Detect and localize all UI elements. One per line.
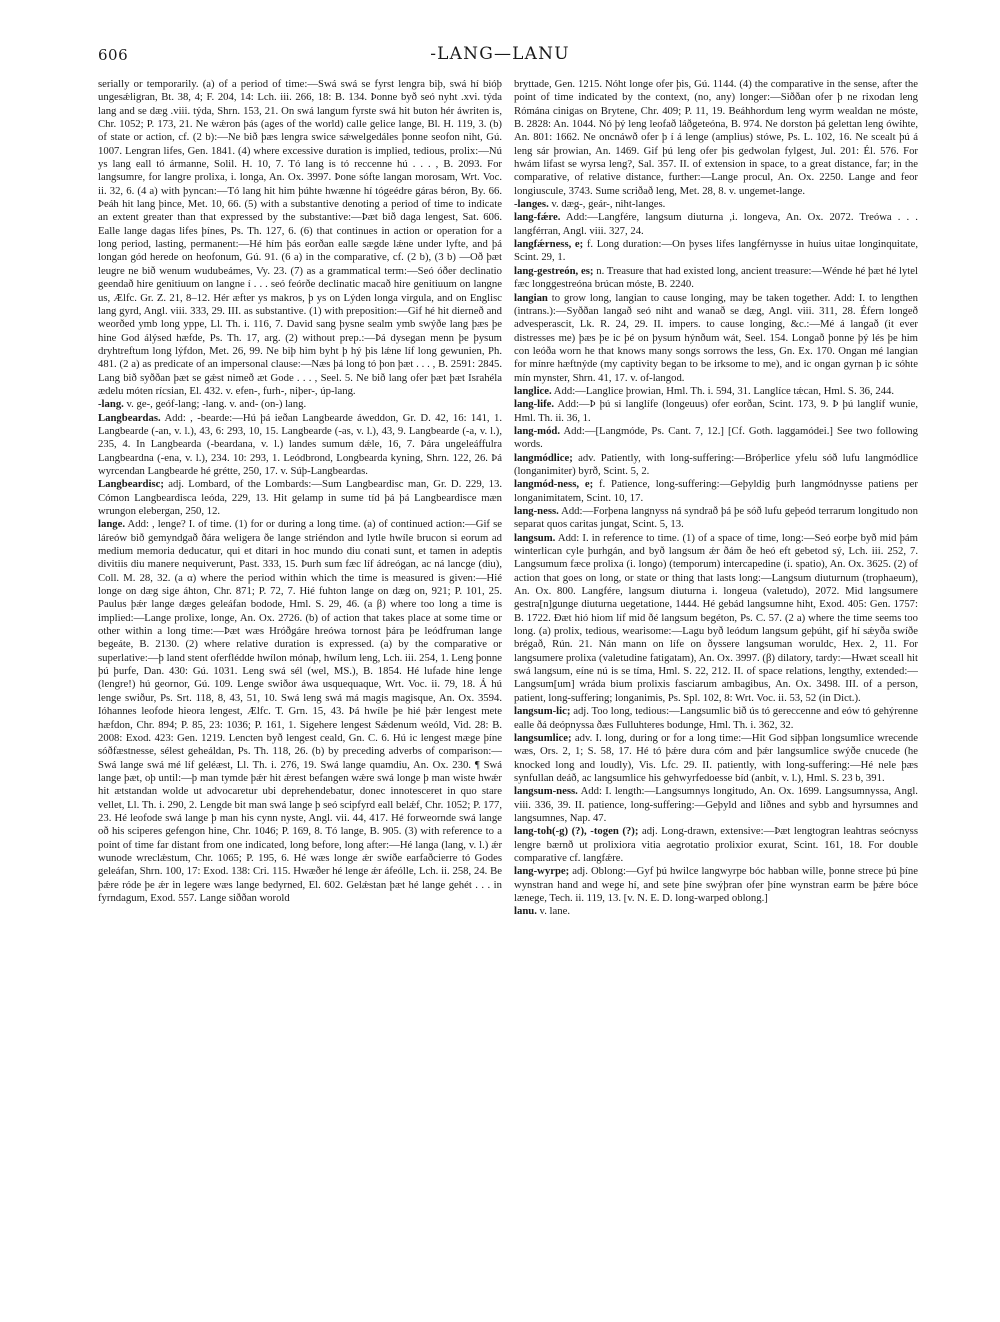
entry-text: f. Long duration:—On þyses lifes langférnysse in huius uitae longinquitate, Scint. 29, 1. — [514, 238, 918, 264]
entry-headword: -langes. — [514, 198, 549, 211]
entry-text: Add: I. length:—Langsumnys longitudo, An. Ox. 1699. Langsumnyssa, Angl. viii. 336, 39. II. patience, long-suffering:—Geþyld and líðnes and sybb and hyrsumnes and langsumnes, Nap. 47. — [514, 785, 918, 824]
entry-text: v. dæg-, geár-, niht-langes. — [551, 198, 666, 211]
entry-text: f. Patience, long-suffering:—Geþyldig þurh langmódnysse patiens per longanimitatem, Scint. 10, 17. — [514, 478, 918, 504]
entry-headword: langsum-ness. — [514, 785, 578, 798]
entry-headword: lang-toh(-g) (?), -togen (?); — [514, 825, 639, 838]
entry-headword: lang-gestreón, es; — [514, 264, 594, 277]
entry-headword: langsum-lic; — [514, 705, 571, 718]
entry-text: adv. I. long, during or for a long time:—Hit God siþþan longsumlice wrecende wæs, Ors. 2, 1; S. 58, 17. Hé tó þǽre dura cóm and þǽr langsumlice swýðe cnucede (he knocked long and loudly), Vis. Lfc. 29. II. patiently, with long-suffering:—Hé nele þæs synfullan deáð, ac langsumlice his gehwyrfedoesse bíd (anbít, v. l.), Hml. S. 23 b, 391. — [514, 731, 919, 784]
dictionary-entry — [98, 412, 502, 479]
entry-headword: Langbeardisc; — [98, 478, 164, 491]
dictionary-entry — [514, 238, 918, 265]
entry-headword: lanu. — [514, 905, 537, 918]
entry-text: bryttade, Gen. 1215. Nóht longe ofer þis, Gú. 1144. (4) the comparative in the sense, after the point of time indicated by the context, (no, any) longer:—Siððan ofer þ ne rixodan leng Rómána cinigas on Brytene, Chr. 409; P. 11, 19. Beáhhordum leng wyrm wealdan ne móste, B. 2828: An. 1044. Nó þý leng leofað láðgeteóna, B. 974. Ne dorston þá gelettan leng ówihte, An. 801: 1662. Ne oncnáwð ofer þ í á lenge (amplius) stówe, Ps. L. 102, 16. Ne scealt þú á leng sár þrowian, An. 1469. Gif þú leng ofer þis gedwolan fylgest, Jul. 201: Él. 576. For hwám lifast se wyrsa leng?, Sal. 357. II. of extension in space, to a great distance, far; in the comparative, of relative distance, further:—Lange procul, An. Ox. 2250. Lange and feor longiuscule, 3743. Sume scriðað leng, Met. 28, 8. v. ungemet-lange. — [514, 78, 918, 197]
dictionary-entry — [514, 78, 918, 198]
entry-text: Add:—Þ þú si langlífe (longeuus) ofer eorðan, Scint. 173, 9. Þ þú langlíf wunie, Hml. Th. ii. 36, 1. — [514, 398, 918, 424]
entry-headword: lang-fǽre. — [514, 211, 561, 224]
entry-headword: langmódlice; — [514, 451, 573, 464]
dictionary-entry — [514, 825, 918, 865]
dictionary-entry — [514, 385, 918, 398]
dictionary-entry — [514, 505, 918, 532]
dictionary-entry — [98, 478, 502, 518]
entry-text: v. ge-, geóf-lang; -lang. v. and- (on-) lang. — [126, 398, 307, 411]
entry-headword: langfǽrness, e; — [514, 238, 584, 251]
entry-headword: lange. — [98, 518, 126, 531]
entry-headword: -lang. — [98, 398, 124, 411]
running-title: -LANG—LANU — [430, 44, 570, 64]
dictionary-entry — [514, 732, 918, 785]
entry-text: adj. Too long, tedious:—Langsumlic bið ús tó gereccenne and eów tó gehýrenne ealle ðá deópnyssa ðæs Fulluhteres bodunge, Hml. Th. i. 362, 32. — [514, 705, 919, 731]
entry-text: serially or temporarily. (a) of a period of time:—Swá swá se fyrst lengra biþ, swá hí bióþ ungesǽligran, Bt. 38, 4; F. 204, 14: Lch. iii. 266, 18: B. 134. Þonne byð seó nyht .xvi. týda lang and se dæg .viii. týda, Shrn. 153, 21. On swá langum fyrste swá hit buton hér áwriten is, Chr. 1052; P. 173, 21. Ne wǽron þás (ages of the world) calle gelice lange, Bl. H. 119, 3. (b) of state or action, cf. (2 b):—Ne bið þæs lengra swice sǽwelgedáles þonne seofon niht, Gú. 1007. Lengran lifes, Gen. 1841. (4) where excessive duration is implied, tedious, prolix:—Nú ys lang eall tó ármanne, Solil. H. 10, 7. Tó lang is tó reccenne hú . . . , B. 2093. For langsumre, for langre prolixa, i. longa, An. Ox. 3997. Þone sófte langan morosam, Wrt. Voc. ii. 32, 6. (4 a) with þyncan:—Tó lang hit him þúhte hwænne hí tógeédre gáras béron, By. 66. Þeáh hit lang þince, Met. 10, 66. (5) with a substantive denoting a period of time to indicate an extent greater than that expressed by the substantive:—Þæt bið daga lengest, Sat. 606. Ealle lange dagas lifes þínes, Ps. Th. 127, 6. (6) that continues in action or operation for a long period, lasting, permanent:—Hé hím þás eorðan ealle sægde lǽne under lyfte, and þá longan gód herede on heofonum, Gú. 91. (6 a) in the comparative, cf. (2 b), (3 b) —Oð þæt leugre ne bið wenum wudubeámes, Vy. 23. (7) as a grammatical term:—Seó óðer declinatio geendað hire genitiuum on langne í . . . seó feórðe declinatic macað hire genitiuum on langne us, Ælfc. Gr. Z. 21, 8–12. Hér æfter ys makros, þ ys on Lýden longa virgula, and on Englisc lang gyrd, Angl. viii. 333, 29. III. as substantive. (1) with preposition:—Gif hé hit dierneð and weorðed ymb long yppe, Ll. Th. i. 116, 7. David sang þysne sealm ymb swýðe lang þæs þe hine God álýsed hæfde, Ps. Th. 17, arg. (2) without prep.:—Þá dysegan menn þe þysum dryhtreftum long lýfdon, Met. 26, 99. Ne biþ him byht þ hý þis lǽne líf long gewunien, Ph. 481. (2 a) as predicate of an impersonal clause:—Næs þá long tó þon þæt . . . , B. 2591: 2845. Lang bið syððan þæt se gǽst nimeð æt Gode . . . , Seel. 5. Ne bið lang ofer þæt þæt Israhéla ædelu móten rícsian, El. 432. v. efen-, furh-, niþer-, úp-lang. — [98, 78, 502, 397]
dictionary-entry — [514, 452, 918, 479]
entry-text: Add: I. in reference to time. (1) of a space of time, long:—Seó eorþe byð mid þám winterlican cyle þurhgán, and byð langsum ǽr ðám ðe heó eft gebetod sý, Lch. iii. 252, 7. Langsumum fæce prolixa (i. longo) (temporum) intercapedine (i. spatio), An. Ox. 3625. (2) of action that goes on long, or state or thing that lasts long:—Langsum diuturnum (trophaeum), An. Ox. 800. Langfére, langsum diuturna i. longeua (valetudo), 2072. Mid langsumere gestra[n]gunge diuturna uegetatione, 1444. Hé gebád langsumne hiht, Exod. 405: Gen. 1757: B. 1722. Ðæt hió hiom líf mid ðé langsum begéton, Ps. C. 57. (2 a) where the time seems too long. (a) prolix, tedious, wearisome:—Lagu byð leódum langsum geþúht, gif hí sǽyða swíðe brégað, Rún. 21. Nán mann on lífe on ðyssere langsuman woruldc, Hex. 2, 11. For langsumere prolixa (valetudine fatigatam), An. Ox. 3997. (β) dilatory, tardy:—Hwæt sceall hit swá langsum, eíne nú is se tíma, Hml. S. 22, 212. II. of space relations, lengthy, extended:—Langsum[um] wráda bium prolixis fasciarum ambagibus, An. Ox. 3498. III. of a person, patient, long-suffering; longanimis, Ps. Spl. 102, 8: Wrt. Voc. ii. 53, 52 (in Dict.). — [514, 531, 918, 704]
dictionary-entry — [98, 398, 502, 411]
entry-text: to grow long, langian to cause longing, may be taken together. Add: I. to lengthen (intrans.):—Syððan langað seó niht and wanað se dæg, Angl. viii. 311, 28. Éfern longeð advesperascit, Lk. R. 24, 29. II. impers. to cause longing, &c.:—Mé á langað (it ever distresses me) þæs þe ic þé on þysum hýnðum wát, Seel. 154. Longað þonne þý lés þe him con leóða worn he that knows many songs sorrows the less, Gn. Ex. 170. Ongan mé langian for mínre hæftnýde (my captivity began to be irksome to me), and ic ongan gyrnan þ ic sóhte mín mynster, Shrn. 41, 17. v. of-langod. — [514, 291, 918, 384]
dictionary-entry — [98, 78, 502, 398]
left-column — [98, 78, 502, 905]
entry-text: Add: , lenge? I. of time. (1) for or during a long time. (a) of continued action:—Gif se láreów bið gemyndgað ðára weligera ðe lange striéndon and lytle hwíle brucon si eorum ad medium memoria deducatur, qui et ditari in hoc mundo diu conati sunt, et tamen in adeptis divitiis diu manere nequiverunt, Past. 333, 15. Þurh sum fæc líf ádreógan, ac ná lancge (diu), Coll. M. 28, 32. (a α) where the period within which the time is measured is given:—Hié longe on dæg sige áhton, Chr. 871; P. 72, 7. Hié fuhton lange on dæg on, 921; P. 101, 25. Paulus þǽr lange dæges geleáfan bodode, Hml. S. 29, 46. (a β) where too long a time is implied:—Lange prolixe, longe, An. Ox. 2726. (b) of action that takes place at some time or other within a long time:—Þæt wæs Hróðgáre hreówa tornost þára þe leódfruman lange begeáte, B. 2130. (2) where relative duration is expressed. (a) by the comparative or superlative:—þ land stent oferflédde hwílon mónaþ, hwílum leng, Lch. iii. 254, 1. Leng þonne þú þurfe, Dan. 430: Gú. 1031. Leng swá sél (wel, MS.), B. 1854. Hé lufade hine lenge (lengre!) hú geornor, Gú. 109. Lenge swiðor áwa usquequaque, Wrt. Voc. ii. 79, 18. Á hú lenge swiður, Ps. Srt. 118, 8, 43, 51, 10. Swá leng swá má magis magisque, An. Ox. 3594. Ióhannes leofode hieora lengest, Ælfc. T. Grn. 15, 43. Þá hwíle þe hié þǽr lengest mete hæfdon, Chr. 894; P. 85, 23: 1036; P. 161, 1. Sigehere lengest Sǽdenum weóld, Vid. 28: B. 2008: Exod. 423: Gen. 1219. Lencten byð lengest ceald, Gn. C. 6. Hú ic lengest mæge þíne sóðfæstnesse, sélest geheáldan, Ps. Th. 118, 26. (b) by preceding adverbs of comparison:—Swá lange swá mé líf geléæst, Ll. Th. i. 276, 19. Swá lange quamdiu, An. Ox. 230. ¶ Swá lange þæt, oþ until:—þ man tymde þǽr hit ǽrest befangen wǽre swá longe þ man wiste hwǽr hit ætstandan wolde ut advocaretur ubi deprehendebatur, donec innotesceret in quo stare vellet, Ll. Th. i. 290, 2. Lengde bit man swá lange þ seó scipfyrd eall belǽf, Chr. 1052; P. 177, 23. Hé leofode swá lange þ man his cynn nyste, Angl. vii. 44, 417. Hé forweornde swá lange oð his sciperes gefengon hine, Chr. 1046; P. 169, 8. Tó lange, B. 905. (3) with reference to a point of time far distant from one indicated, long before, long after:—Hé langa (lang, v. l.) ǽr wunode wreclǽstum, Chr. 1065; P. 195, 6. Hé wæs longe ǽr swíðe earfaðcierre tó Godes geleáfan, Shrn. 100, 17: Exod. 138: Cri. 115. Hwæðer hé lenge ǽr áfeólle, Lch. ii. 258, 24. Be þǽre róde þe ǽr in legere wæs lange bedyrned, El. 602. Gelǽstan þæt hé lange gehét . . . in fyrndagum, Exod. 557. Lange siððan worold — [98, 518, 502, 904]
dictionary-entry — [514, 292, 918, 385]
dictionary-entry — [514, 705, 918, 732]
entry-text: Add: , -bearde:—Hú þá ieðan Langbearde áweddon, Gr. D. 42, 16: 141, 1. Langbearde (-an, v. l.), 43, 6: 293, 10, 15. Langbearde (-as, v. l.), 43, 9. Langbearde (-a, v. l.), 235, 4. In Langbearda (-beardana, v. l.) landes sumum dǽle, 16, 7. Þára ungeleáffulra Langbeardna (-ena, v. l.), 234. 10: 293, 1. Leódbrond, Longbearda kyning, Shrn. 122, 26. Þá wyrcendan Langbearde hé grétte, 250, 17. v. Súþ-Langbeardas. — [98, 411, 502, 477]
entry-headword: langsumlice; — [514, 731, 572, 744]
dictionary-entry — [514, 865, 918, 905]
dictionary-entry — [514, 785, 918, 825]
entry-headword: lang-ness. — [514, 505, 559, 517]
entry-text: Add:—Langlice þrowian, Hml. Th. i. 594, 31. Langlíce tǽcan, Hml. S. 36, 244. — [553, 384, 895, 397]
entry-text: Add:—Langfére, langsum diuturna ,i. longeva, An. Ox. 2072. Treówa . . . langférran, Angl. viii. 327, 24. — [514, 211, 918, 237]
entry-headword: lang-wyrpe; — [514, 865, 570, 878]
dictionary-entry — [514, 398, 918, 425]
dictionary-entry — [514, 532, 918, 705]
right-column — [514, 78, 918, 919]
entry-headword: langian — [514, 291, 548, 304]
entry-headword: langmód-ness, e; — [514, 478, 594, 491]
entry-headword: langlice. — [514, 384, 552, 397]
entry-headword: lang-life. — [514, 398, 555, 411]
entry-text: n. Treasure that had existed long, ancient treasure:—Wénde hé þæt hé lytel fæc longgestreóna brúcan móste, B. 2240. — [514, 264, 919, 291]
entry-text: v. lane. — [539, 905, 571, 918]
dictionary-entry — [514, 478, 918, 505]
entry-text: adj. Lombard, of the Lombards:—Sum Langbeardisc man, Gr. D. 229, 13. Cómon Langbeardisca leóda, 229, 13. Hit gelamp in sume tíd þá þá Langbeardisce mæn wrungon elebergan, 250, 12. — [98, 478, 503, 517]
dictionary-entry — [514, 211, 918, 238]
entry-text: Add:—[Langmóde, Ps. Cant. 7, 12.] [Cf. Goth. laggamódei.] See two following words. — [514, 424, 918, 451]
entry-headword: lang-mód. — [514, 424, 561, 437]
entry-text: adj. Oblong:—Gyf þú hwilce langwyrpe bóc habban wille, þonne strece þú þíne wynstran hand and wege hí, and sete þíne swýþran ofer þíne wynstran earm be þǽre bóce lænege, Tech. ii. 119, 13. [v. N. E. D. long-warped oblong.] — [514, 865, 918, 904]
dictionary-entry — [98, 518, 502, 905]
page-number: 606 — [98, 46, 129, 64]
entry-text: Add:—Forþena langnyss ná syndrað þá þe sóð lufu geþeód terrarum longitudo non separat quos caritas jungat, Scint. 5, 13. — [514, 505, 918, 531]
entry-headword: langsum. — [514, 531, 556, 544]
entry-headword: Langbeardas. — [98, 411, 161, 424]
dictionary-entry — [514, 425, 918, 452]
dictionary-entry — [514, 198, 918, 211]
dictionary-entry — [514, 265, 918, 292]
entry-text: adj. Long-drawn, extensive:—Þæt lengtogran leahtras seócnyss lengre bærnð ut prolixiora vitia aegrotatio prolixior exurat, Scint. 161, 18. For double comparative cf. langfǽre. — [514, 825, 918, 864]
entry-text: adv. Patiently, with long-suffering:—Bróþerlice yfelu sóð lufu langmódlice (longanimiter) byrð, Scint. 5, 2. — [514, 451, 918, 477]
dictionary-entry — [514, 905, 918, 918]
